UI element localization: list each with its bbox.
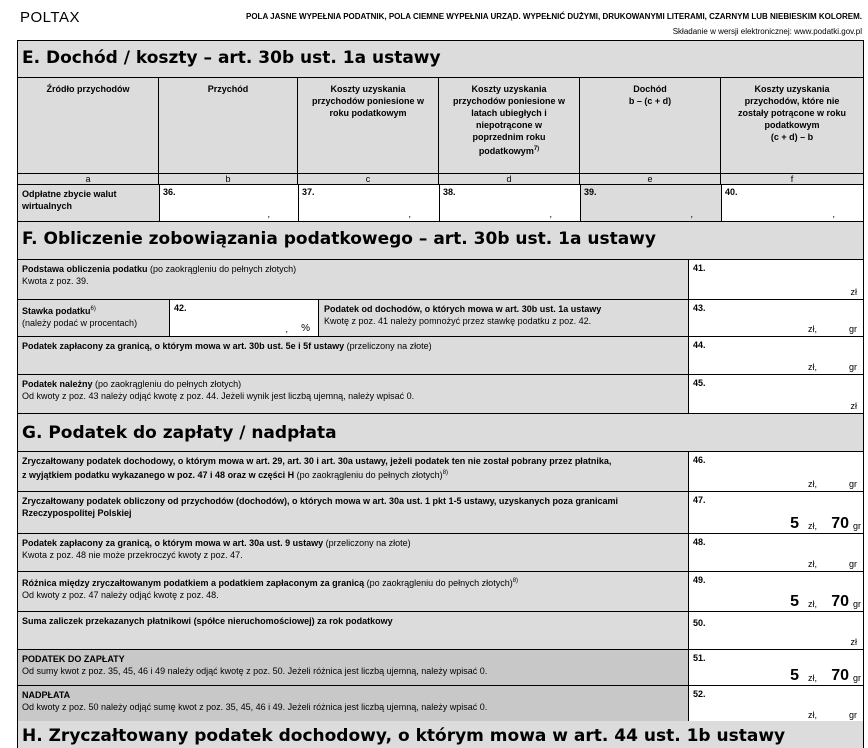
- section-e-title: E. Dochód / koszty – art. 30b ust. 1a ustawy: [18, 43, 863, 73]
- row-51: [18, 649, 863, 685]
- letter-a: a: [18, 174, 159, 185]
- row-41: [18, 259, 863, 299]
- field-50[interactable]: 50. zł: [688, 612, 863, 649]
- row-45: [18, 374, 863, 414]
- tax-form: [17, 40, 864, 748]
- row-44: [18, 336, 863, 374]
- field-51-gr-value: 70: [831, 667, 849, 684]
- row-48-label: Podatek zapłacony za granicą, o którym mowa w art. 30a ust. 9 ustawy (przeliczony na złote) Kwota z poz. 48 nie może przekroczyć kwoty z poz. 47.: [22, 538, 411, 560]
- field-38[interactable]: 38. ,: [439, 185, 580, 221]
- electronic-submission-note: Składanie w wersji elektronicznej: www.podatki.gov.pl: [672, 27, 862, 36]
- field-42[interactable]: 42. , %: [169, 300, 319, 336]
- row-50-label: Suma zaliczek przekazanych płatnikowi (spółce nieruchomościowej) za rok podatkowy: [22, 616, 393, 626]
- field-51-zl-value: 5: [790, 667, 799, 684]
- row-51-label: PODATEK DO ZAPŁATY Od sumy kwot z poz. 35, 45, 46 i 49 należy odjąć kwotę z poz. 50. Jeżeli różnica jest liczbą ujemną, należy wpisać 0.: [22, 654, 488, 676]
- letter-d: d: [439, 174, 580, 185]
- field-48[interactable]: 48. zł, gr: [688, 534, 863, 571]
- row-45-label: Podatek należny (po zaokrągleniu do pełnych złotych) Od kwoty z poz. 43 należy odjąć kwotę z poz. 44. Jeżeli wynik jest liczbą ujemną, należy wpisać 0.: [22, 379, 415, 401]
- row-42-label: Stawka podatku$^{6)}$ (należy podać w procentach): [22, 306, 138, 328]
- row-50: [18, 611, 863, 649]
- row-52: [18, 685, 863, 723]
- row-46-label: Zryczałtowany podatek dochodowy, o którym mowa w art. 29, art. 30 i art. 30a ustawy, jeżeli podatek ten nie został pobrany przez płatnika, z wyjątkiem podatku wykazanego w poz. 47 i 48 oraz w części H (po zaokrągleniu do pełnych złotych)$^{8)}$: [22, 456, 612, 480]
- row-52-label: NADPŁATA Od kwoty z poz. 50 należy odjąć sumę kwot z poz. 35, 45, 46 i 49. Jeżeli różnica jest liczbą ujemną, należy wpisać 0.: [22, 690, 488, 712]
- field-46[interactable]: 46. zł, gr: [688, 452, 863, 491]
- poltax-logo: POLTAX: [20, 9, 80, 26]
- col-source: Źródło przychodów: [18, 77, 159, 211]
- row-47: [18, 491, 863, 533]
- field-43[interactable]: 43. zł, gr: [688, 300, 863, 336]
- row-46: [18, 451, 863, 491]
- row-41-label: Podstawa obliczenia podatku (po zaokrągleniu do pełnych złotych) Kwota z poz. 39.: [22, 264, 297, 286]
- field-44[interactable]: 44. zł, gr: [688, 337, 863, 374]
- letter-f: f: [790, 174, 794, 184]
- field-51[interactable]: 51. 5 zł, 70 gr: [688, 650, 863, 685]
- row-47-label: Zryczałtowany podatek obliczony od przychodów (dochodów), o których mowa w art. 30a ust. 1 pkt 1-5 ustawy, uzyskanych poza granicami Rzeczypospolitej Polskiej: [22, 496, 618, 518]
- section-e-column-letters: [18, 173, 863, 185]
- col-revenue: Przychód: [159, 77, 298, 211]
- col-costs-prior: Koszty uzyskania przychodów poniesione w latach ubiegłych i niepotrącone w poprzednim roku podatkowym$^{7)}$: [439, 77, 580, 211]
- letter-c: c: [298, 174, 439, 185]
- row-label-virtual-currency: Odpłatne zbycie walut wirtualnych: [22, 189, 117, 211]
- field-36[interactable]: 36. ,: [159, 185, 298, 221]
- fill-instructions: POLA JASNE WYPEŁNIA PODATNIK, POLA CIEMNE WYPEŁNIA URZĄD. WYPEŁNIĆ DUŻYMI, DRUKOWANYMI LITERAMI, CZARNYM LUB NIEBIESKIM KOLOREM.: [246, 12, 862, 21]
- section-f-title: F. Obliczenie zobowiązania podatkowego – art. 30b ust. 1a ustawy: [18, 224, 863, 254]
- letter-e: e: [580, 174, 721, 185]
- col-costs-unused: Koszty uzyskania przychodów, które nie zostały potrącone w roku podatkowym (c + d) – b: [721, 77, 863, 211]
- field-47-gr-value: 70: [831, 515, 849, 532]
- field-47[interactable]: 47. 5 zł, 70 gr: [688, 492, 863, 533]
- row-48: [18, 533, 863, 571]
- row-49: [18, 571, 863, 611]
- section-h-title: H. Zryczałtowany podatek dochodowy, o którym mowa w art. 44 ust. 1b ustawy: [18, 721, 863, 748]
- row-43-label: Podatek od dochodów, o których mowa w art. 30b ust. 1a ustawy Kwotę z poz. 41 należy pomnożyć przez stawkę podatku z poz. 42.: [324, 304, 602, 326]
- field-39[interactable]: 39. ,: [580, 185, 721, 221]
- letter-b: b: [159, 174, 298, 185]
- row-44-label: Podatek zapłacony za granicą, o którym mowa w art. 30b ust. 5e i 5f ustawy (przeliczony na złote): [22, 341, 432, 351]
- field-49-zl-value: 5: [790, 593, 799, 610]
- field-45[interactable]: 45. zł: [688, 375, 863, 413]
- field-37[interactable]: 37. ,: [298, 185, 439, 221]
- field-49[interactable]: 49. 5 zł, 70 gr: [688, 572, 863, 611]
- field-49-gr-value: 70: [831, 593, 849, 610]
- col-income: Dochód b – (c + d): [580, 77, 721, 211]
- field-41[interactable]: 41. zł: [688, 260, 863, 299]
- section-g-title: G. Podatek do zapłaty / nadpłata: [18, 418, 863, 448]
- field-47-zl-value: 5: [790, 515, 799, 532]
- field-52[interactable]: 52. zł, gr: [688, 686, 863, 722]
- row-42-43: [18, 299, 863, 336]
- section-e-row-virtual-currency: [18, 185, 863, 222]
- field-40[interactable]: 40. ,: [721, 185, 863, 221]
- row-49-label: Różnica między zryczałtowanym podatkiem a podatkiem zapłaconym za granicą (po zaokrągleniu do pełnych złotych)$^{8)}$ Od kwoty z poz. 47 należy odjąć kwotę z poz. 48.: [22, 578, 519, 600]
- col-costs-year: Koszty uzyskania przychodów poniesione w roku podatkowym: [298, 77, 439, 211]
